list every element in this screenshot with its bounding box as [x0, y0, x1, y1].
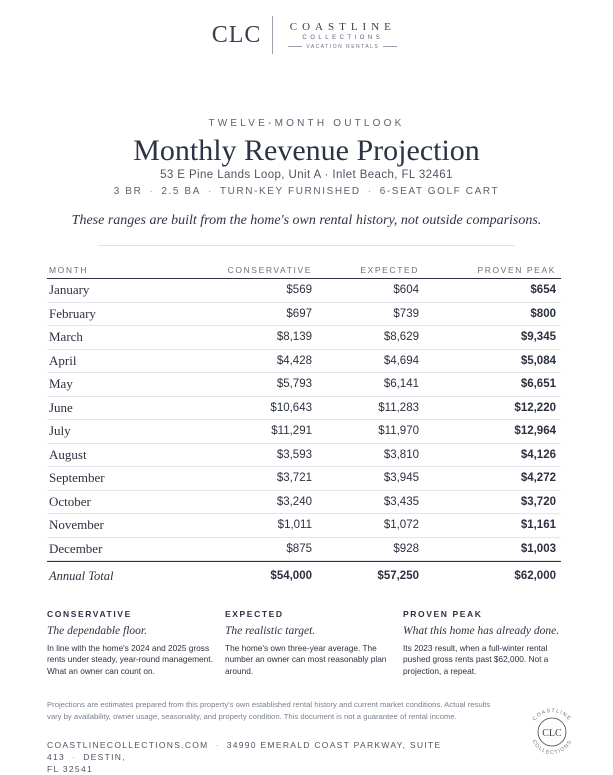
table-body — [47, 279, 561, 561]
table-row — [47, 444, 561, 468]
header-expected: EXPECTED — [360, 265, 419, 275]
month-cell: January — [49, 282, 90, 298]
table-row — [47, 279, 561, 303]
header-month: MONTH — [49, 265, 89, 275]
feature-golf-cart: 6-SEAT GOLF CART — [379, 186, 500, 197]
legend-subtitle: The realistic target. — [225, 625, 316, 637]
expected-cell: $3,945 — [383, 472, 419, 485]
month-cell: November — [49, 517, 104, 533]
expected-cell: $1,072 — [383, 519, 419, 532]
brand-mark: CLC — [211, 21, 262, 48]
proven-peak-cell: $654 — [530, 284, 556, 297]
brand-name: COASTLINE — [289, 20, 396, 33]
legend-subtitle: The dependable floor. — [47, 625, 147, 637]
table-row — [47, 514, 561, 538]
brand-tag-text: VACATION RENTALS — [306, 43, 380, 50]
expected-cell: $11,970 — [378, 425, 419, 438]
table-row — [47, 303, 561, 327]
conservative-cell: $11,291 — [271, 425, 312, 438]
brand-seal-icon — [523, 703, 581, 761]
expected-cell: $928 — [393, 542, 419, 555]
footer-state: FL 32541 — [47, 764, 94, 774]
month-cell: December — [49, 540, 103, 556]
brand-logo — [0, 14, 613, 56]
footer-contact: COASTLINECOLLECTIONS.COM · 34990 EMERALD COAST PARKWAY, SUITE 413 · DESTIN, FL 32541 — [47, 740, 442, 774]
property-address: 53 E Pine Lands Loop, Unit A · Inlet Beach, FL 32461 — [160, 169, 453, 181]
month-cell: September — [49, 470, 105, 486]
conservative-cell: $3,721 — [276, 472, 312, 485]
feature-beds: 3 BR — [113, 186, 143, 197]
brand-wordmark — [273, 21, 401, 50]
legend-body: Its 2023 result, when a full-winter rental pushed gross rents past $62,000. Not a projection, a repeat. — [403, 643, 549, 676]
legend-expected — [225, 609, 403, 677]
page-title: Monthly Revenue Projection — [133, 134, 480, 167]
legend-subtitle: What this home has already done. — [403, 625, 560, 637]
month-cell: February — [49, 305, 96, 321]
legend-conservative — [47, 609, 225, 677]
total-conservative: $54,000 — [270, 570, 312, 582]
expected-cell: $8,629 — [383, 331, 419, 344]
conservative-cell: $569 — [286, 284, 312, 297]
divider — [98, 245, 515, 246]
proven-peak-cell: $12,220 — [514, 401, 556, 414]
revenue-table — [47, 264, 561, 590]
expected-cell: $4,694 — [383, 354, 419, 367]
table-row — [47, 420, 561, 444]
legend-heading: PROVEN PEAK — [403, 609, 483, 619]
brand-tagline — [284, 44, 401, 50]
seal-top-text: COASTLINE — [531, 707, 573, 723]
footer-street: 34990 EMERALD COAST PARKWAY, SUITE 413 — [47, 740, 442, 762]
seal-bottom-text: COLLECTIONS — [530, 738, 574, 757]
month-cell: April — [49, 352, 77, 368]
eyebrow: TWELVE-MONTH OUTLOOK — [208, 118, 405, 129]
table-row — [47, 373, 561, 397]
month-cell: March — [49, 329, 83, 345]
total-label: Annual Total — [49, 568, 114, 583]
header-conservative: CONSERVATIVE — [227, 265, 312, 275]
month-cell: July — [49, 423, 71, 439]
table-header — [47, 264, 561, 279]
month-cell: August — [49, 446, 87, 462]
proven-peak-cell: $4,272 — [520, 472, 556, 485]
seal-mark: CLC — [542, 728, 562, 739]
expected-cell: $11,283 — [378, 401, 419, 414]
proven-peak-cell: $4,126 — [520, 448, 556, 461]
table-row — [47, 350, 561, 374]
proven-peak-cell: $1,161 — [520, 519, 556, 532]
expected-cell: $3,435 — [383, 495, 419, 508]
conservative-cell: $875 — [286, 542, 312, 555]
brand-sub: COLLECTIONS — [302, 34, 384, 41]
legend-proven-peak — [403, 609, 567, 677]
scenario-legend — [47, 609, 567, 677]
expected-cell: $3,810 — [383, 448, 419, 461]
proven-peak-cell: $6,651 — [520, 378, 556, 391]
conservative-cell: $8,139 — [276, 331, 312, 344]
disclaimer: Projections are estimates prepared from this property's own established rental history and current market conditions. Actual results vary by availability, owner usage, seasonality, and property condition. This document is not a guarantee of rental income. — [47, 700, 491, 721]
table-total-row — [47, 562, 561, 590]
footer-city: DESTIN, — [83, 752, 126, 762]
feature-baths: 2.5 BA — [161, 186, 201, 197]
legend-heading: EXPECTED — [225, 609, 284, 619]
table-row — [47, 538, 561, 562]
proven-peak-cell: $3,720 — [520, 495, 556, 508]
conservative-cell: $10,643 — [270, 401, 312, 414]
header-proven-peak: PROVEN PEAK — [477, 265, 556, 275]
proven-peak-cell: $12,964 — [514, 425, 556, 438]
conservative-cell: $5,793 — [276, 378, 312, 391]
proven-peak-cell: $1,003 — [520, 542, 556, 555]
footer-website[interactable]: COASTLINECOLLECTIONS.COM — [47, 740, 209, 750]
conservative-cell: $3,593 — [276, 448, 312, 461]
legend-heading: CONSERVATIVE — [47, 609, 132, 619]
expected-cell: $604 — [393, 284, 419, 297]
legend-body: The home's own three-year average. The number an owner can most reasonably plan around. — [225, 643, 387, 676]
total-proven-peak: $62,000 — [514, 570, 556, 582]
total-expected: $57,250 — [377, 570, 419, 582]
conservative-cell: $4,428 — [276, 354, 312, 367]
tagline: These ranges are built from the home's own rental history, not outside comparisons. — [71, 213, 542, 228]
proven-peak-cell: $9,345 — [520, 331, 556, 344]
proven-peak-cell: $800 — [530, 307, 556, 320]
conservative-cell: $3,240 — [276, 495, 312, 508]
month-cell: October — [49, 493, 91, 509]
svg-text:COASTLINE — [532, 708, 573, 722]
conservative-cell: $697 — [286, 307, 312, 320]
legend-body: In line with the home's 2024 and 2025 gross rents under steady, year-round management. What an owner can count on. — [47, 643, 213, 676]
property-features: 3 BR · 2.5 BA · TURN-KEY FURNISHED · 6-SEAT GOLF CART — [113, 186, 500, 197]
conservative-cell: $1,011 — [277, 519, 312, 532]
month-cell: June — [49, 399, 73, 415]
expected-cell: $6,141 — [383, 378, 419, 391]
proven-peak-cell: $5,084 — [520, 354, 556, 367]
table-row — [47, 491, 561, 515]
table-row — [47, 397, 561, 421]
expected-cell: $739 — [393, 307, 419, 320]
feature-furnished: TURN-KEY FURNISHED — [219, 186, 361, 197]
svg-text:COLLECTIONS — [531, 739, 574, 756]
table-row — [47, 326, 561, 350]
month-cell: May — [49, 376, 73, 392]
table-row — [47, 467, 561, 491]
